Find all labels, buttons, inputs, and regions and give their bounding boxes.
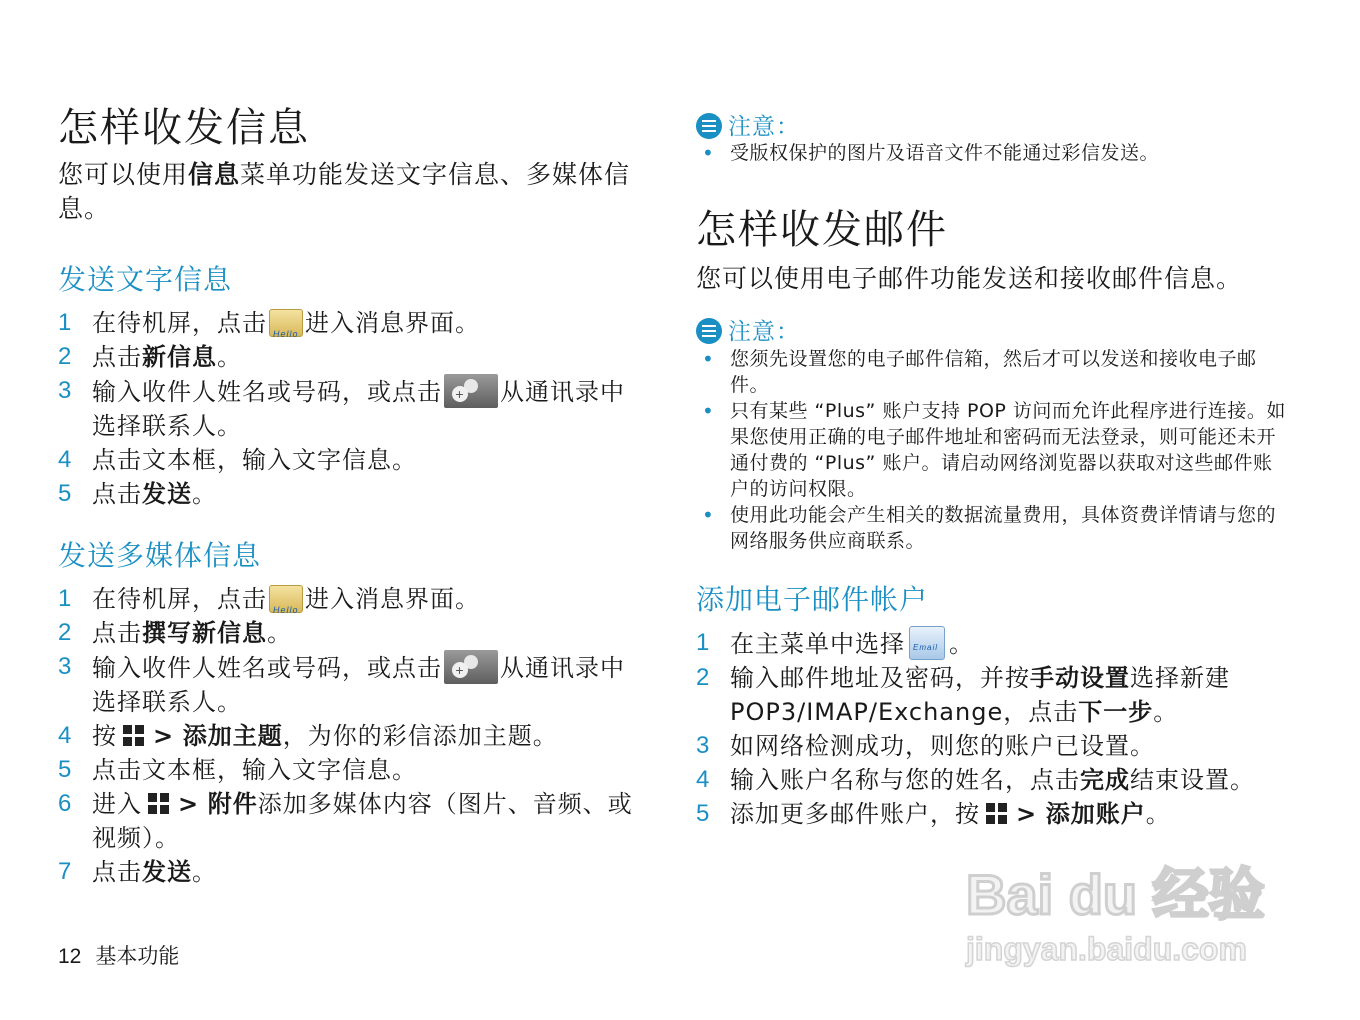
step-number: 5 bbox=[58, 480, 73, 507]
note-heading bbox=[696, 313, 800, 346]
step-bold: 手动设置 bbox=[1030, 664, 1130, 692]
note2-list bbox=[696, 346, 1286, 554]
step-item bbox=[696, 763, 1286, 797]
section-heading-mms: 发送多媒体信息 bbox=[58, 539, 262, 572]
step-number: 3 bbox=[58, 377, 73, 404]
step-text: 。 bbox=[217, 343, 242, 371]
step-text: 输入收件人姓名或号码，或点击 bbox=[92, 378, 442, 406]
page-number: 12 bbox=[58, 945, 82, 968]
step-text: 添加更多邮件账户，按 bbox=[730, 800, 980, 828]
step-text: 进入消息界面。 bbox=[305, 585, 480, 613]
step-number: 6 bbox=[58, 790, 73, 817]
step-item bbox=[58, 616, 648, 650]
step-text: ，为你的彩信添加主题。 bbox=[282, 722, 558, 750]
step-item bbox=[696, 797, 1286, 831]
step-bold: 附件 bbox=[207, 790, 258, 818]
sms-steps bbox=[58, 306, 648, 511]
step-text: 。 bbox=[1153, 698, 1179, 726]
step-text: 。 bbox=[192, 480, 217, 508]
account-steps bbox=[696, 626, 1286, 831]
step-item bbox=[696, 626, 1286, 661]
page-title: 怎样收发信息 bbox=[58, 105, 310, 151]
mms-steps bbox=[58, 582, 648, 889]
note-item: • 使用此功能会产生相关的数据流量费用，具体资费详情请与您的网络服务供应商联系。 bbox=[696, 502, 1286, 554]
intro-bold: 信息 bbox=[188, 160, 241, 189]
step-text: 点击文本框，输入文字信息。 bbox=[92, 756, 417, 784]
step-item bbox=[58, 787, 648, 855]
step-bold: 发送 bbox=[142, 858, 192, 886]
step-text: 从通讯录中选择联系人。 bbox=[92, 654, 625, 716]
step-text: 。 bbox=[192, 858, 217, 886]
section-heading-sms: 发送文字信息 bbox=[58, 263, 233, 296]
step-text: 。 bbox=[949, 630, 974, 658]
note-heading bbox=[696, 108, 800, 141]
step-text: 。 bbox=[267, 619, 292, 647]
step-text: 从通讯录中选择联系人。 bbox=[92, 378, 625, 440]
step-number: 3 bbox=[696, 732, 711, 759]
step-text: 如网络检测成功，则您的账户已设置。 bbox=[730, 732, 1155, 760]
message-envelope-icon bbox=[269, 309, 303, 337]
note-item: • 受版权保护的图片及语音文件不能通过彩信发送。 bbox=[696, 140, 1296, 166]
step-number: 2 bbox=[696, 664, 711, 691]
note-icon bbox=[696, 318, 722, 344]
step-text: 点击 bbox=[92, 619, 142, 647]
step-number: 4 bbox=[58, 722, 73, 749]
step-item bbox=[58, 443, 648, 477]
baidu-watermark-logo bbox=[962, 852, 1292, 972]
step-text: 。 bbox=[1145, 800, 1171, 828]
step-number: 1 bbox=[696, 629, 711, 656]
step-text: 点击 bbox=[92, 480, 142, 508]
step-text: 输入账户名称与您的姓名，点击 bbox=[730, 766, 1080, 794]
step-bold: 发送 bbox=[142, 480, 192, 508]
step-item bbox=[696, 661, 1286, 729]
step-text: 在待机屏，点击 bbox=[92, 309, 267, 337]
email-app-icon bbox=[909, 626, 945, 660]
add-contact-icon bbox=[444, 650, 498, 684]
step-text: 按 bbox=[92, 722, 117, 750]
arrow-separator: > bbox=[1016, 800, 1038, 828]
step-number: 1 bbox=[58, 309, 73, 336]
menu-grid-icon bbox=[123, 725, 145, 747]
arrow-separator: > bbox=[178, 790, 200, 818]
step-bold: 添加主题 bbox=[182, 722, 283, 750]
step-item bbox=[58, 340, 648, 374]
step-number: 1 bbox=[58, 585, 73, 612]
intro-part: 您可以使用 bbox=[58, 160, 189, 189]
note-item: • 您须先设置您的电子邮件信箱，然后才可以发送和接收电子邮件。 bbox=[696, 346, 1286, 398]
step-item bbox=[58, 374, 648, 443]
step-text: 结束设置。 bbox=[1130, 766, 1255, 794]
message-envelope-icon bbox=[269, 585, 303, 613]
step-number: 2 bbox=[58, 619, 73, 646]
section-heading-account: 添加电子邮件帐户 bbox=[696, 583, 929, 616]
note1-list bbox=[696, 140, 1296, 166]
add-contact-icon bbox=[444, 374, 498, 408]
step-number: 4 bbox=[58, 446, 73, 473]
page-footer bbox=[58, 940, 179, 970]
step-item bbox=[58, 306, 648, 340]
step-number: 7 bbox=[58, 858, 73, 885]
note-label: 注意： bbox=[728, 319, 800, 345]
step-text: 在主菜单中选择 bbox=[730, 630, 905, 658]
step-item bbox=[58, 719, 648, 753]
note-item: • 只有某些 “Plus” 账户支持 POP 访问而允许此程序进行连接。如果您使用正确的电子邮件地址和密码而无法登录，则可能还未开通付费的 “Plus” 账户。请启动网络浏览器以获取对这些邮件账户的访问权限。 bbox=[696, 398, 1286, 502]
step-bold: 添加账户 bbox=[1045, 800, 1146, 828]
step-text: 进入消息界面。 bbox=[305, 309, 480, 337]
step-item bbox=[58, 753, 648, 787]
step-text: 添加多媒体内容（图片、音频、或视频）。 bbox=[92, 790, 633, 852]
step-number: 5 bbox=[58, 756, 73, 783]
step-text: 点击文本框，输入文字信息。 bbox=[92, 446, 417, 474]
step-number: 4 bbox=[696, 766, 711, 793]
step-text: 输入收件人姓名或号码，或点击 bbox=[92, 654, 442, 682]
step-text: 点击 bbox=[92, 343, 142, 371]
step-text: 点击 bbox=[92, 858, 142, 886]
watermark-url: jingyan.baidu.com bbox=[966, 931, 1247, 967]
step-item bbox=[58, 477, 648, 511]
step-item bbox=[58, 582, 648, 616]
intro-part: 菜单功能发送文字信息、多媒体信息。 bbox=[58, 160, 631, 223]
step-text: 进入 bbox=[92, 790, 142, 818]
step-bold: 新信息 bbox=[142, 343, 217, 371]
step-bold: 下一步 bbox=[1078, 698, 1154, 726]
step-number: 3 bbox=[58, 653, 73, 680]
step-bold: 完成 bbox=[1080, 766, 1130, 794]
note-label: 注意： bbox=[728, 114, 800, 140]
step-text: 选择新建 POP3/IMAP/Exchange，点击 bbox=[730, 664, 1230, 726]
section-name: 基本功能 bbox=[95, 944, 180, 968]
email-title: 怎样收发邮件 bbox=[696, 207, 948, 253]
arrow-separator: > bbox=[153, 722, 175, 750]
watermark-brand: Bai du 经验 bbox=[966, 863, 1265, 926]
step-number: 2 bbox=[58, 343, 73, 370]
step-bold: 撰写新信息 bbox=[142, 619, 267, 647]
step-number: 5 bbox=[696, 800, 711, 827]
intro-text bbox=[58, 158, 648, 226]
menu-grid-icon bbox=[148, 793, 170, 815]
step-text: 输入邮件地址及密码，并按 bbox=[730, 664, 1030, 692]
email-intro: 您可以使用电子邮件功能发送和接收邮件信息。 bbox=[696, 264, 1243, 293]
step-item bbox=[58, 650, 648, 719]
note-icon bbox=[696, 113, 722, 139]
menu-grid-icon bbox=[986, 803, 1008, 825]
step-item bbox=[58, 855, 648, 889]
step-item bbox=[696, 729, 1286, 763]
step-text: 在待机屏，点击 bbox=[92, 585, 267, 613]
